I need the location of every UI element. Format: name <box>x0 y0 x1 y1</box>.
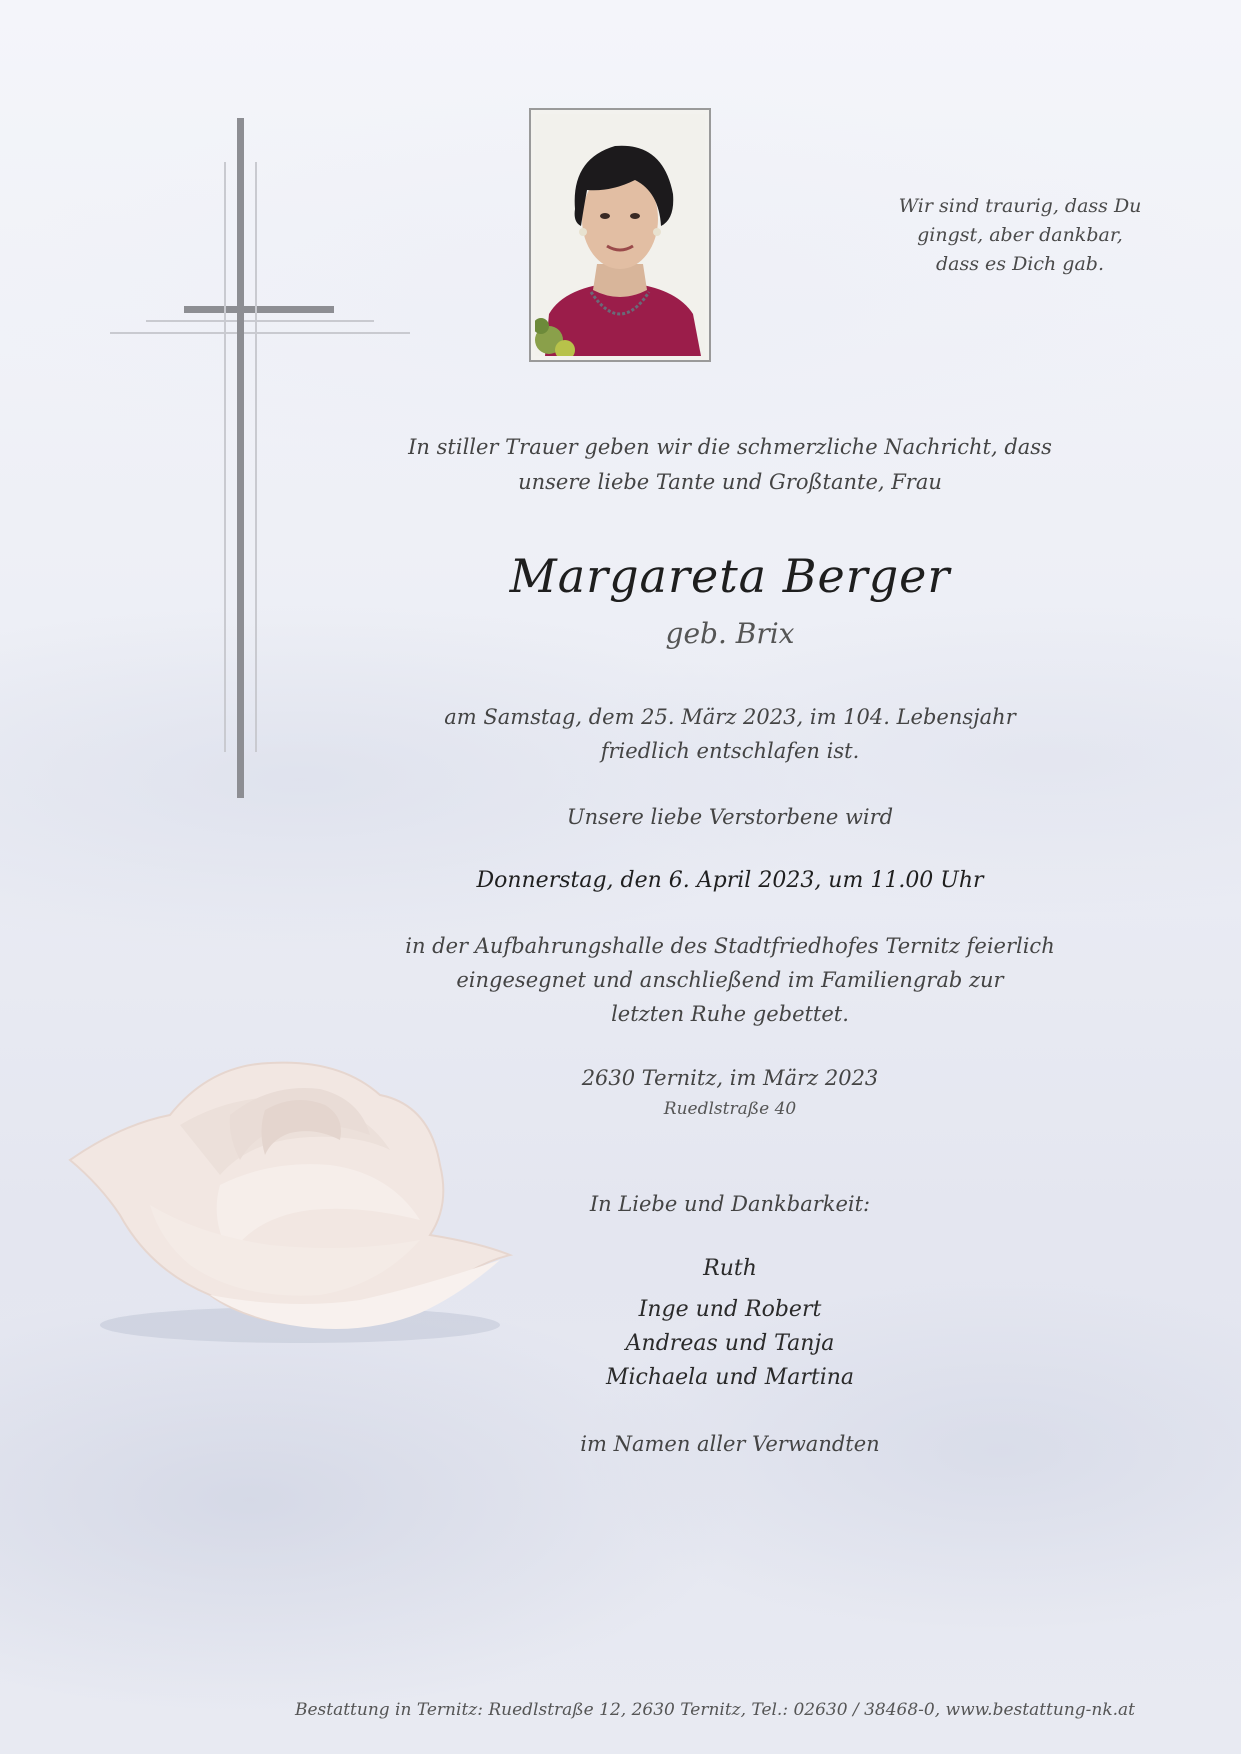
intro-line: In stiller Trauer geben wir die schmerzliche Nachricht, dass <box>408 435 1052 459</box>
place-line: in der Aufbahrungshalle des Stadtfriedhofes Ternitz feierlich <box>405 934 1055 958</box>
intro-line: unsere liebe Tante und Großtante, Frau <box>518 470 942 494</box>
maiden-name <box>330 614 1130 654</box>
funeral-place <box>330 929 1130 1031</box>
portrait-icon <box>535 114 705 356</box>
datetime-line: Donnerstag, den 6. April 2023, um 11.00 Uhr <box>476 868 984 893</box>
portrait-photo <box>529 108 711 362</box>
maiden-name-text: geb. Brix <box>665 617 795 650</box>
death-details <box>330 700 1130 768</box>
rose-icon <box>60 1055 520 1345</box>
place-line: letzten Ruhe gebettet. <box>611 1002 849 1026</box>
town-date-text: 2630 Ternitz, im März 2023 <box>581 1066 879 1090</box>
deceased-name-text: Margareta Berger <box>509 549 951 603</box>
mourner-name: Ruth <box>703 1256 757 1281</box>
mourner-name: Michaela und Martina <box>605 1365 855 1390</box>
funeral-announce <box>330 800 1130 834</box>
memorial-quote <box>840 192 1200 279</box>
quote-line: gingst, aber dankbar, <box>917 224 1123 246</box>
mourner-name: Andreas und Tanja <box>625 1331 835 1356</box>
announce-line: Unsere liebe Verstorbene wird <box>566 805 894 829</box>
mourners-heading-text: In Liebe und Dankbarkeit: <box>589 1192 871 1216</box>
funeral-datetime <box>330 864 1130 898</box>
deceased-name <box>330 548 1130 604</box>
mourner-name: Inge und Robert <box>638 1297 822 1322</box>
place-line: eingesegnet und anschließend im Familiengrab zur <box>456 968 1004 992</box>
death-line: am Samstag, dem 25. März 2023, im 104. Lebensjahr <box>444 705 1016 729</box>
street-text: Ruedlstraße 40 <box>663 1099 797 1119</box>
mourners-closing <box>330 1427 1130 1461</box>
quote-line: Wir sind traurig, dass Du <box>898 195 1142 217</box>
intro-text <box>330 430 1130 500</box>
quote-line: dass es Dich gab. <box>936 253 1104 275</box>
closing-text: im Namen aller Verwandten <box>580 1432 880 1456</box>
footer-contact: Bestattung in Ternitz: Ruedlstraße 12, 2630 Ternitz, Tel.: 02630 / 38468-0, www.bestattung-nk.at <box>294 1700 1136 1720</box>
death-line: friedlich entschlafen ist. <box>600 739 860 763</box>
